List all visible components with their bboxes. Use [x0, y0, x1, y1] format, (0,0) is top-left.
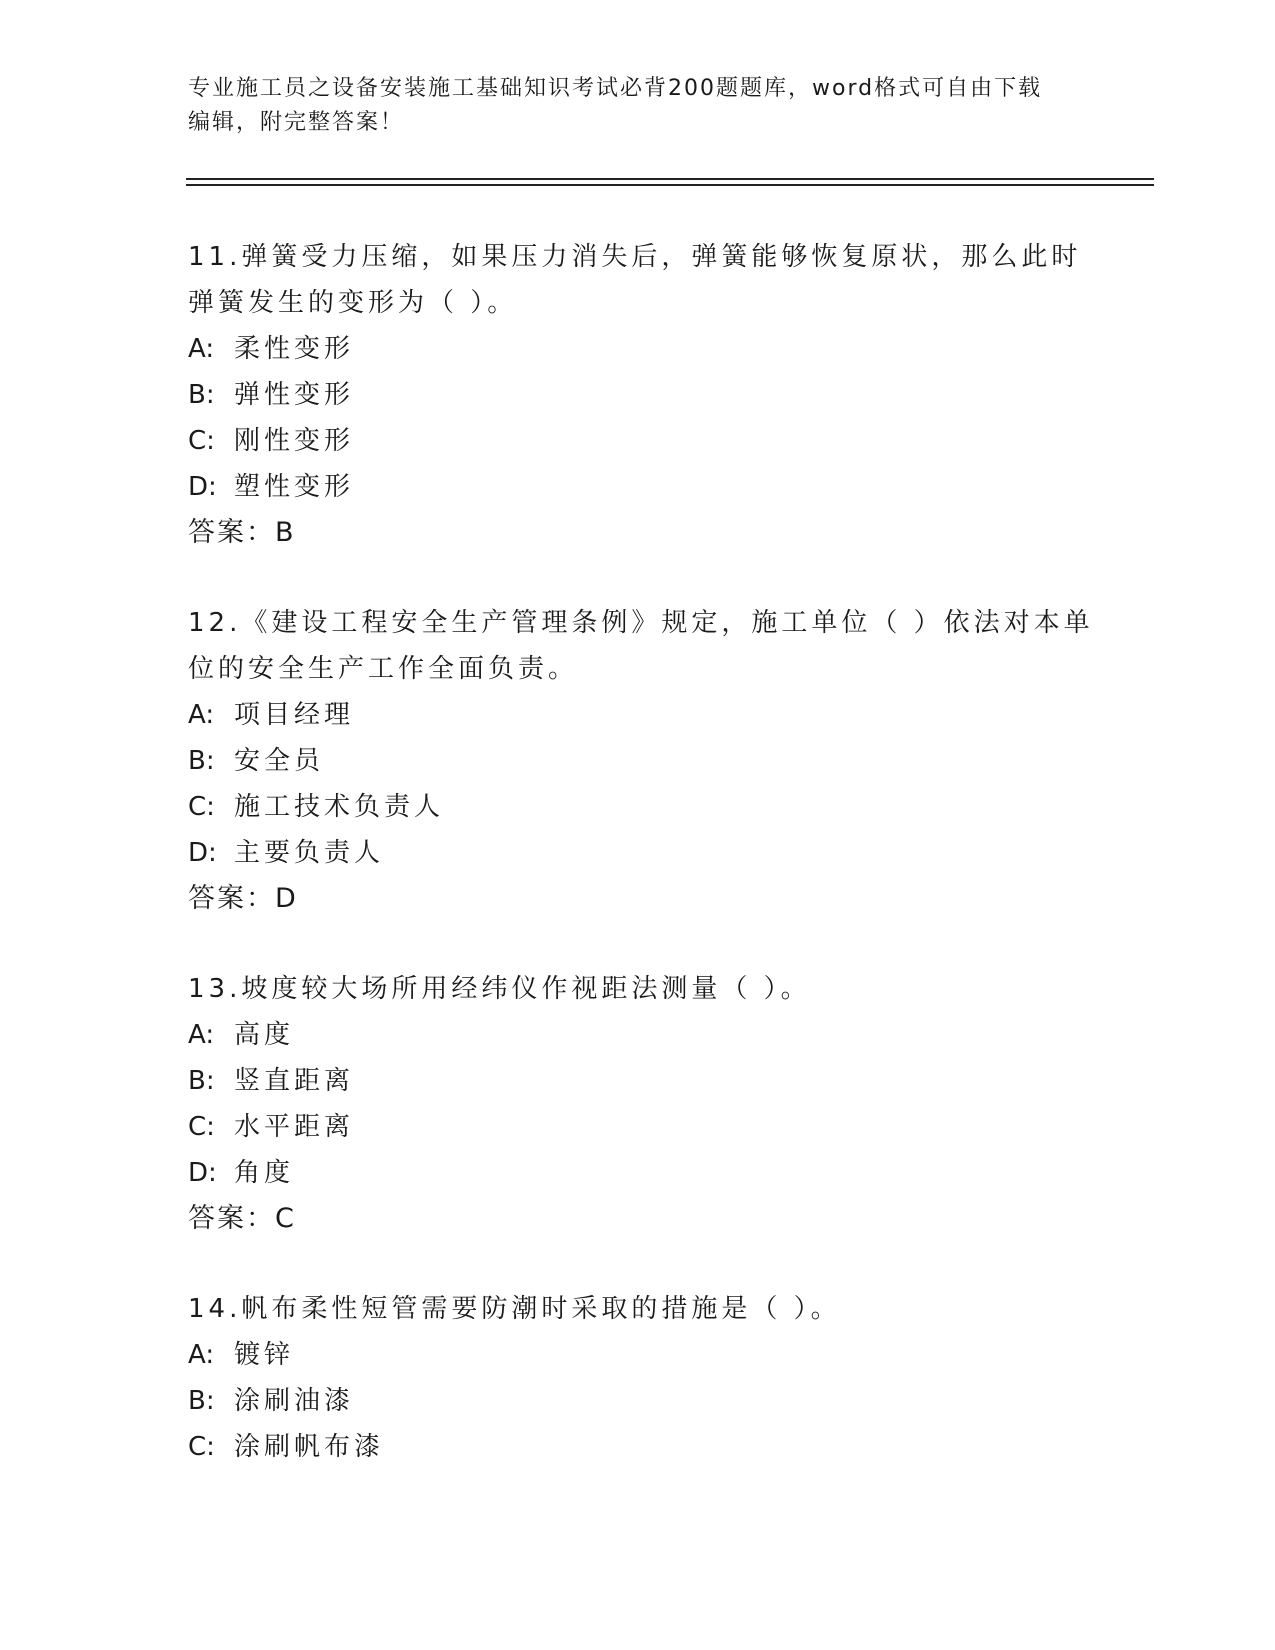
question-stem: 13.坡度较大场所用经纬仪作视距法测量（ ）。: [188, 974, 811, 1004]
option-d: [188, 830, 1108, 876]
question-14: [188, 1286, 1108, 1470]
option-letter: C:: [188, 1112, 215, 1142]
option-text: 竖直距离: [234, 1066, 355, 1096]
option-b: [188, 372, 1108, 418]
question-13: [188, 966, 1108, 1242]
option-letter: A:: [188, 1020, 215, 1050]
option-a: [188, 1332, 1108, 1378]
option-c: [188, 1104, 1108, 1150]
header-divider-top: [186, 178, 1154, 180]
option-b: [188, 1378, 1108, 1424]
answer-line: 答案：D: [188, 883, 298, 914]
option-text: 项目经理: [234, 700, 355, 730]
option-b: [188, 738, 1108, 784]
option-text: 涂刷帆布漆: [234, 1432, 385, 1462]
question-stem: 12.《建设工程安全生产管理条例》规定，施工单位（ ）依法对本单位的安全生产工作全面负责。: [188, 608, 1094, 684]
option-b: [188, 1058, 1108, 1104]
answer-line: 答案：B: [188, 517, 296, 548]
option-letter: C:: [188, 792, 215, 822]
option-letter: A:: [188, 334, 215, 364]
option-c: [188, 784, 1108, 830]
option-d: [188, 1150, 1108, 1196]
option-text: 弹性变形: [234, 380, 355, 410]
option-letter: B:: [188, 1386, 215, 1416]
option-a: [188, 326, 1108, 372]
option-text: 涂刷油漆: [234, 1386, 355, 1416]
option-text: 主要负责人: [234, 838, 385, 868]
option-a: [188, 692, 1108, 738]
option-letter: B:: [188, 746, 215, 776]
option-letter: A:: [188, 1340, 215, 1370]
option-text: 高度: [234, 1020, 295, 1050]
option-letter: B:: [188, 380, 215, 410]
question-11: [188, 234, 1108, 556]
option-a: [188, 1012, 1108, 1058]
option-text: 镀锌: [234, 1340, 295, 1370]
option-letter: D:: [188, 472, 217, 502]
option-c: [188, 1424, 1108, 1470]
option-letter: C:: [188, 426, 215, 456]
document-header: [188, 72, 1088, 140]
option-text: 塑性变形: [234, 472, 355, 502]
header-divider-bottom: [186, 184, 1154, 186]
question-stem: 14.帆布柔性短管需要防潮时采取的措施是（ ）。: [188, 1294, 841, 1324]
option-text: 施工技术负责人: [234, 792, 445, 822]
option-text: 柔性变形: [234, 334, 355, 364]
header-line-1: 专业施工员之设备安装施工基础知识考试必背200题题库，word格式可自由下载: [188, 76, 1043, 101]
option-text: 安全员: [234, 746, 325, 776]
question-stem: 11.弹簧受力压缩，如果压力消失后，弹簧能够恢复原状，那么此时弹簧发生的变形为（ ）。: [188, 242, 1082, 318]
option-text: 水平距离: [234, 1112, 355, 1142]
option-c: [188, 418, 1108, 464]
option-text: 角度: [234, 1158, 295, 1188]
option-text: 刚性变形: [234, 426, 355, 456]
option-letter: D:: [188, 1158, 217, 1188]
answer-line: 答案：C: [188, 1203, 296, 1234]
question-12: [188, 600, 1108, 922]
option-letter: C:: [188, 1432, 215, 1462]
option-letter: B:: [188, 1066, 215, 1096]
header-line-2: 编辑，附完整答案！: [188, 110, 405, 135]
option-letter: D:: [188, 838, 217, 868]
option-letter: A:: [188, 700, 215, 730]
option-d: [188, 464, 1108, 510]
